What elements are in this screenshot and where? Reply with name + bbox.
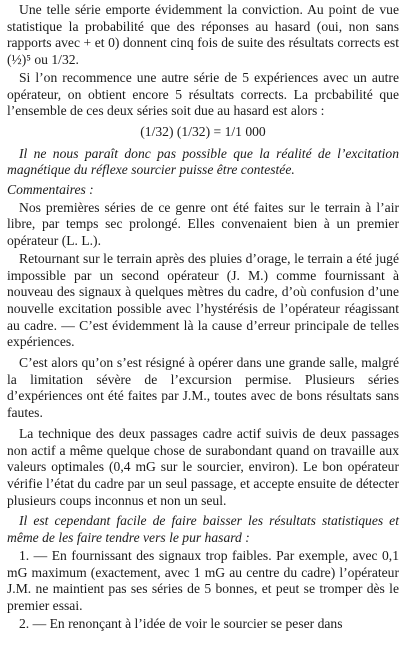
section-heading-commentaires: Commentaires : <box>7 182 94 198</box>
paragraph-indoor-room: C’est alors qu’on s’est résigné à opérer dans une grande salle, malgré la limitation sévère de l’excursion permise. Plusieurs séries d’expériences ont été faites par J.M., toutes avec de bons résultats sans fautes. <box>7 355 399 421</box>
paragraph-after-storms: Retournant sur le terrain après des pluies d’orage, le terrain a été jugé impossible par un second opérateur (J. M.) comme fournissant à nouveau des signaux à quelques mètres du cadre, d’où confusion d’une nouvelle excitation possible avec l’hystérésis de l’opérateur réagissant au cadre. — C’est évidemment là la cause d’erreur principale de telles expériences. <box>7 250 399 350</box>
paragraph-technique: La technique des deux passages cadre actif suivis de deux passages non actif a même quelque chose de surabondant quand on travaille aux valeurs optimales (0,4 mG sur le sourcier, environ). Le bon opérateur vérifie l’état du cadre par un seul passage, et accepte ensuite de détecter plusieurs coups inconnus et non un seul. <box>7 425 399 508</box>
paragraph-item-1: 1. — En fournissant des signaux trop faibles. Par exemple, avec 0,1 mG maximum (exactement, avec 1 mG au centre du cadre) l’opérateur J.M. ne maintient pas ses séries de 5 bonnes, et peut se tromper dès le premier essai. <box>7 547 399 613</box>
paragraph-probability-series: Une telle série emporte évidemment la conviction. Au point de vue statistique la probabilité que des réponses au hasard (oui, non sans rapports avec + et 0) donnent cinq fois de suite des résultats corrects est (½)⁵ ou 1/32. <box>7 2 399 68</box>
paragraph-second-operator: Si l’on recommence une autre série de 5 expériences avec un autre opérateur, on obtient encore 5 résultats corrects. La prcbabilité que l’ensemble de ces deux séries soit due au hasard est alors : <box>7 69 399 119</box>
paragraph-first-series: Nos premières séries de ce genre ont été faites sur le terrain à l’air libre, par temps sec prolongé. Elles convenaient bien à un premier opérateur (L. L.). <box>7 199 399 249</box>
paragraph-conclusion: Il ne nous paraît donc pas possible que la réalité de l’excitation magnétique du réflexe sourcier puisse être contestée. <box>7 145 399 178</box>
probability-formula: (1/32) (1/32) = 1/1 000 <box>140 123 266 139</box>
paragraph-lower-results: Il est cependant facile de faire baisser les résultats statistiques et même de les faire tendre vers le pur hasard : <box>7 513 399 546</box>
paragraph-item-2: 2. — En renonçant à l’idée de voir le sourcier se peser dans <box>19 615 343 631</box>
